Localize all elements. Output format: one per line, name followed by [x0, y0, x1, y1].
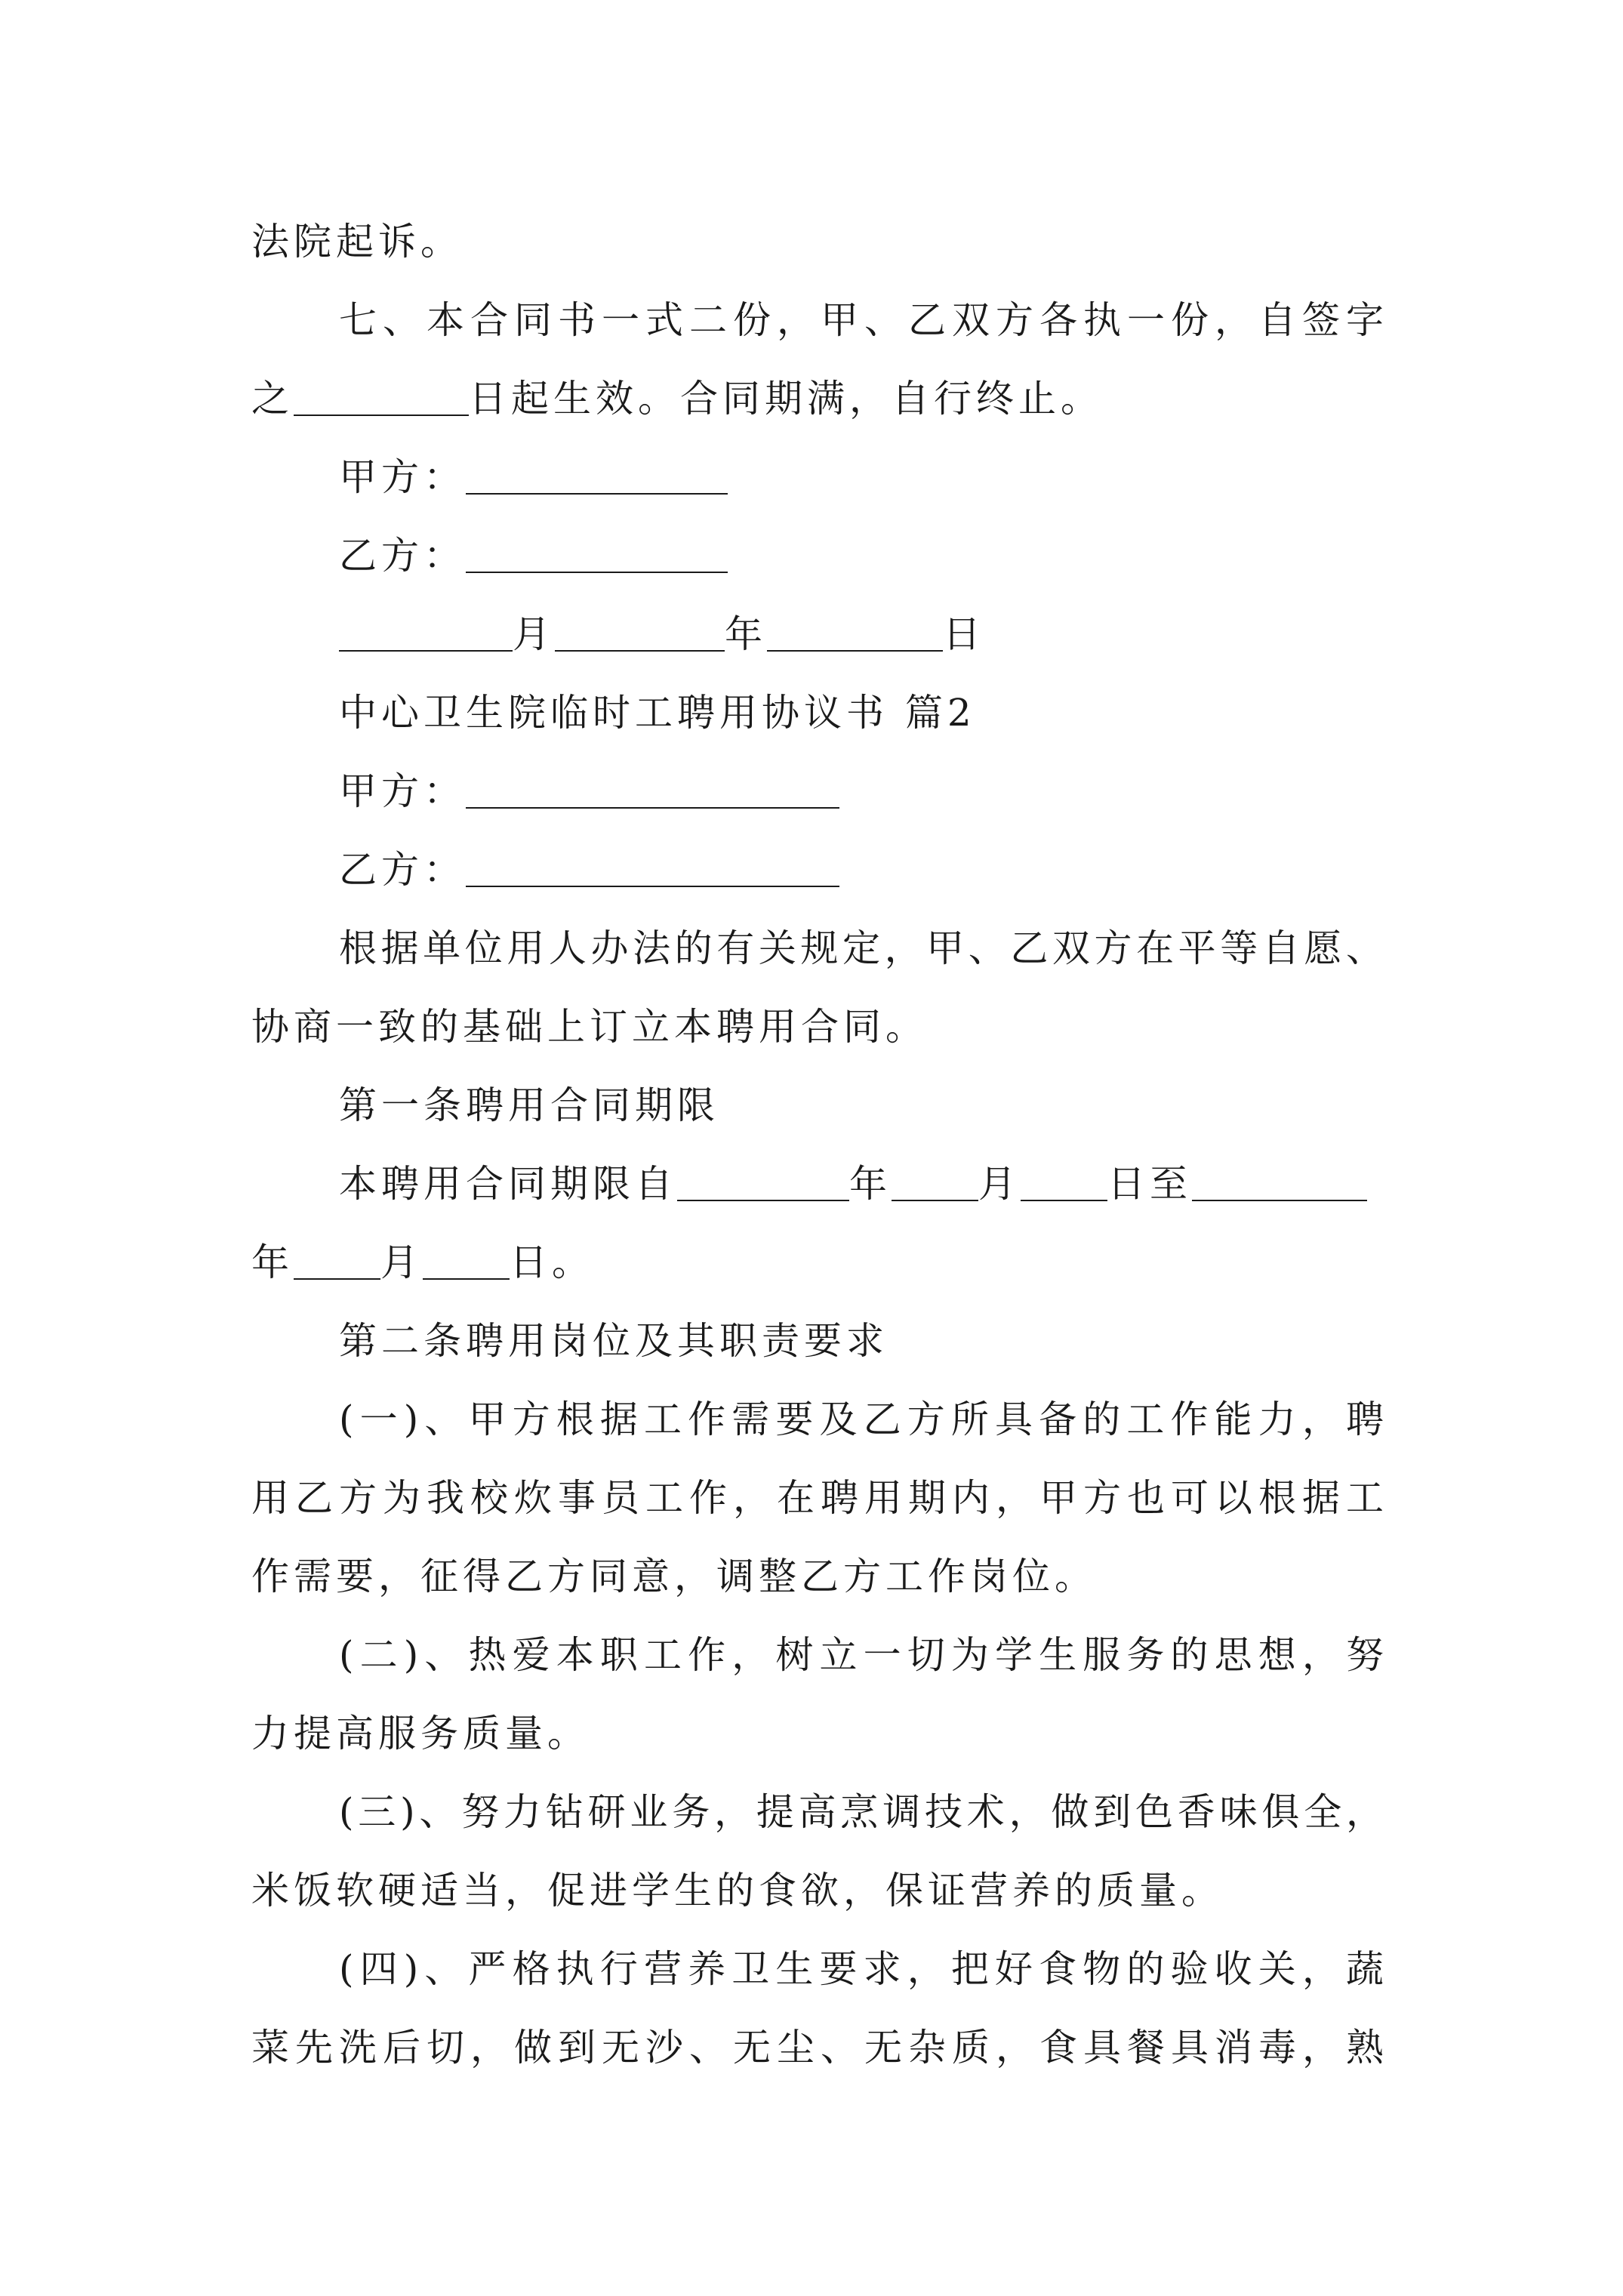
contract-body	[251, 202, 1384, 2087]
text-line-10: 根据单位用人办法的有关规定，甲、乙双方在平等自愿、	[339, 926, 1384, 970]
article-1-heading: 第一条聘用合同期限	[339, 1083, 719, 1127]
text-line-19: (二)、热爱本职工作，树立一切为学生服务的思想，努	[339, 1633, 1384, 1677]
text-line-22: 米饭软硬适当，促进学生的食欲，保证营养的质量。	[251, 1869, 1224, 1912]
end-day-blank[interactable]	[423, 1240, 510, 1280]
text-line-18: 作需要，征得乙方同意，调整乙方工作岗位。	[251, 1555, 1097, 1598]
date-line: 月 年 日	[251, 595, 1384, 673]
contract-term-line: 本聘用合同期限自 年 月 日至	[251, 1145, 1384, 1223]
text-line-21: (三)、努力钻研业务，提高烹调技术，做到色香味俱全，	[339, 1790, 1384, 1834]
article-2-heading: 第二条聘用岗位及其职责要求	[339, 1319, 888, 1363]
text-line-2: 七、本合同书一式二份，甲、乙双方各执一份，自签字	[339, 298, 1384, 342]
party-b-line-2: 乙方：	[251, 831, 1384, 909]
party-b-signature-line: 乙方：	[251, 516, 1384, 595]
day-blank[interactable]	[767, 612, 943, 652]
party-b-blank[interactable]	[466, 534, 728, 573]
party-b-blank-2[interactable]	[466, 848, 839, 887]
party-a-blank[interactable]	[466, 455, 728, 495]
text-line-20: 力提高服务质量。	[251, 1712, 590, 1755]
end-year-blank[interactable]	[1192, 1162, 1367, 1201]
contract-term-line-2: 年 月 日。	[251, 1240, 594, 1284]
text-line-17: 用乙方为我校炊事员工作，在聘用期内，甲方也可以根据工	[251, 1476, 1384, 1520]
text-line-23: (四)、严格执行营养卫生要求，把好食物的验收关，蔬	[339, 1947, 1384, 1991]
start-month-blank[interactable]	[892, 1162, 978, 1201]
start-day-blank[interactable]	[1021, 1162, 1107, 1201]
text-line-11: 协商一致的基础上订立本聘用合同。	[251, 1005, 928, 1049]
text-line-24: 菜先洗后切，做到无沙、无尘、无杂质，食具餐具消毒，熟	[251, 2026, 1384, 2069]
text-line-16: (一)、甲方根据工作需要及乙方所具备的工作能力，聘	[339, 1398, 1384, 1441]
month-blank[interactable]	[339, 612, 513, 652]
party-a-blank-2[interactable]	[466, 769, 839, 809]
text-line-3: 之 日起生效。合同期满，自行终止。	[251, 377, 1103, 421]
end-month-blank[interactable]	[294, 1240, 380, 1280]
signing-date-blank[interactable]	[294, 377, 469, 416]
section-title: 中心卫生院临时工聘用协议书 篇2	[339, 691, 976, 735]
start-year-blank[interactable]	[677, 1162, 849, 1201]
text-line-1: 法院起诉。	[251, 220, 463, 264]
year-blank[interactable]	[555, 612, 725, 652]
party-a-line-2: 甲方：	[251, 752, 1384, 831]
party-a-signature-line: 甲方：	[251, 438, 1384, 516]
